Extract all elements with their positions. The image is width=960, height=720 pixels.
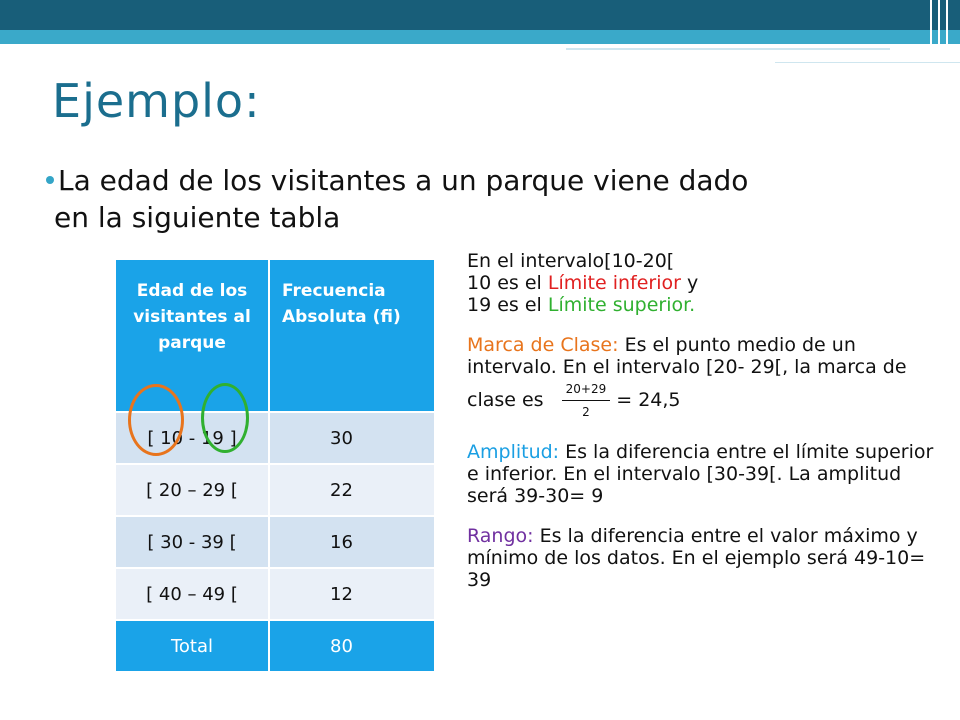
top-accent-band — [0, 30, 960, 44]
lower-limit-term: Límite inferior — [547, 272, 681, 294]
interval-note-line: En el intervalo[10-20[ — [467, 250, 675, 272]
table-row — [116, 464, 435, 516]
fraction-denominator: 2 — [582, 405, 590, 419]
bullet-line-1: La edad de los visitantes a un parque viene dado — [58, 164, 749, 197]
interval-note-text: y — [680, 272, 699, 294]
table-cell: 22 — [269, 464, 435, 516]
top-decoration-band — [0, 0, 960, 30]
interval-note-text: 10 es el — [467, 272, 548, 294]
upper-limit-term: Límite superior. — [547, 294, 696, 316]
slide-title: Ejemplo: — [52, 74, 261, 128]
table-cell: 30 — [269, 412, 435, 464]
upper-limit-circle-annotation — [201, 383, 249, 453]
notes-panel — [467, 250, 937, 609]
range-term: Rango: — [467, 525, 534, 547]
lower-limit-circle-annotation — [128, 384, 184, 456]
class-mark-fraction — [562, 378, 611, 423]
table-row — [116, 568, 435, 620]
bullet-dot — [46, 176, 54, 184]
amplitude-definition: Es la diferencia entre el límite superior e inferior. En el intervalo [30-39[. La amplitud será 39-30= 9 — [467, 441, 934, 507]
interval-note-text: 19 es el — [467, 294, 548, 316]
class-mark-result: = 24,5 — [616, 389, 681, 411]
amplitude-note — [467, 441, 937, 507]
table-cell: [ 20 – 29 [ — [116, 464, 269, 516]
table-row — [116, 516, 435, 568]
class-mark-note — [467, 334, 937, 423]
table-total-row — [116, 620, 435, 672]
interval-note — [467, 250, 937, 316]
table-cell: [ 40 – 49 [ — [116, 568, 269, 620]
frequency-table — [116, 260, 436, 673]
top-decoration-stripe — [930, 0, 932, 62]
table-cell: Total — [116, 620, 269, 672]
table-cell: 12 — [269, 568, 435, 620]
top-decoration-line — [480, 44, 960, 46]
top-decoration-line — [566, 48, 890, 50]
table-cell: [ 30 - 39 [ — [116, 516, 269, 568]
table-header-cell: Edad de los visitantes al parque — [116, 260, 269, 412]
class-mark-definition: Es el punto medio de un intervalo. En el intervalo [20- 29[, la marca de clase es — [467, 334, 907, 411]
top-decoration-line — [775, 62, 960, 63]
table-cell: [ 10 - 19 ] — [116, 412, 269, 464]
top-decoration-stripe — [946, 0, 948, 62]
bullet-line-2: en la siguiente tabla — [54, 201, 341, 234]
top-decoration-stripe — [938, 0, 940, 62]
table-cell: 16 — [269, 516, 435, 568]
range-note — [467, 525, 937, 591]
table-cell: 80 — [269, 620, 435, 672]
fraction-numerator: 20+29 — [562, 378, 611, 401]
class-mark-term: Marca de Clase: — [467, 334, 619, 356]
bullet-item — [42, 162, 882, 236]
table-header-cell: Frecuencia Absoluta (fi) — [269, 260, 435, 412]
range-definition: Es la diferencia entre el valor máximo y mínimo de los datos. En el ejemplo será 49-10= 39 — [467, 525, 926, 591]
amplitude-term: Amplitud: — [467, 441, 560, 463]
